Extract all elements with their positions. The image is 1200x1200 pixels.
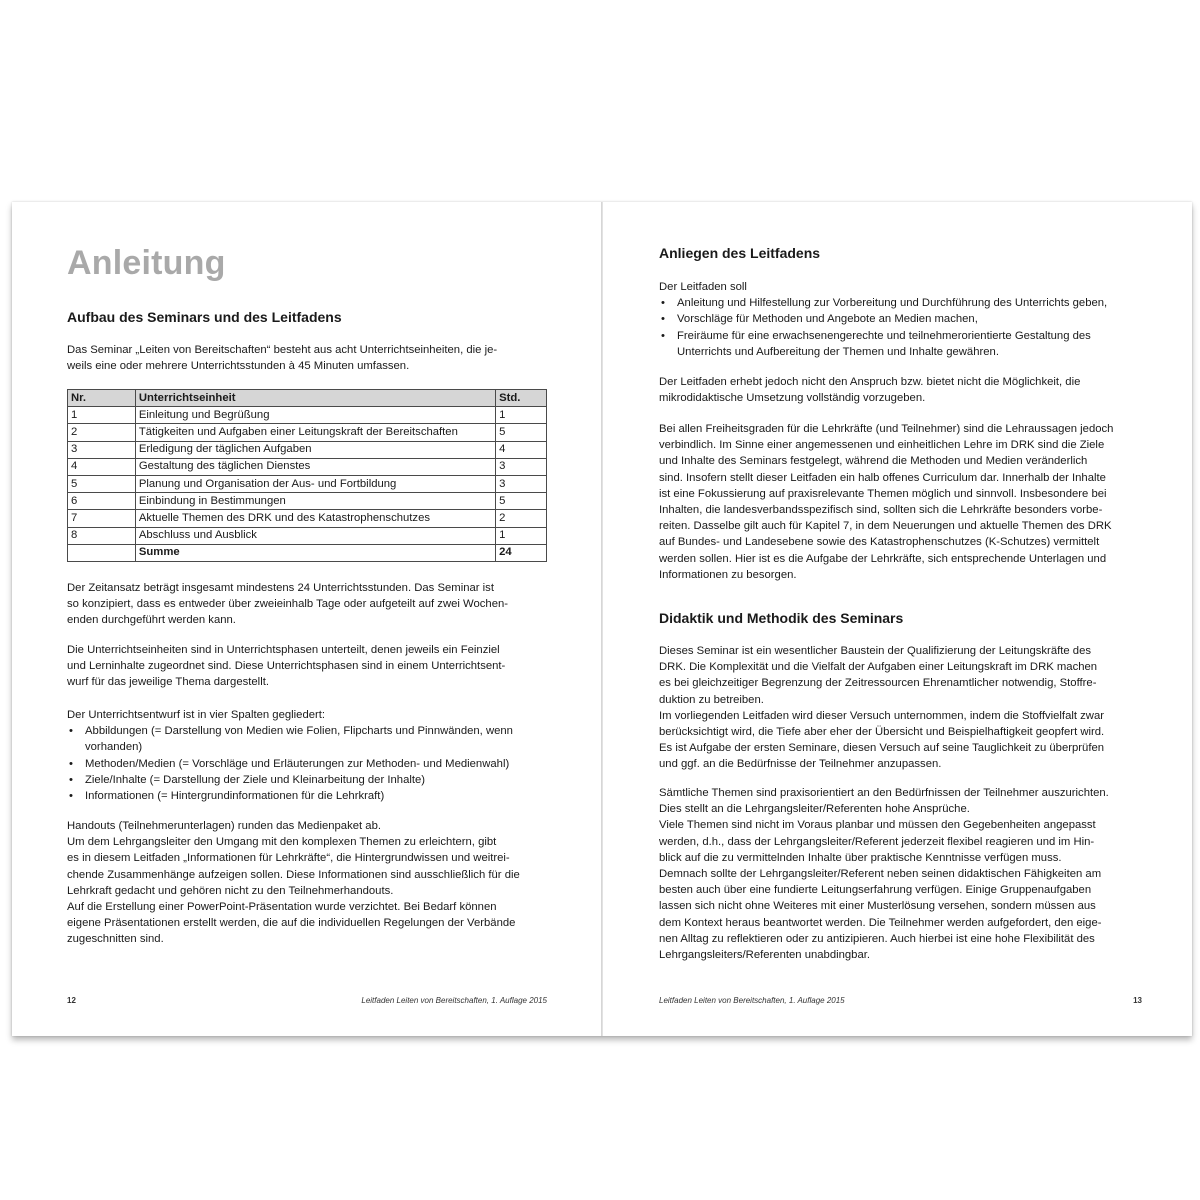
text-line: Vorschläge für Methoden und Angebote an Medien machen,	[677, 313, 978, 326]
text-line: lassen sich nicht ohne Weiteres mit einer Musterlösung versehen, sondern müssen aus	[659, 900, 1096, 913]
sum-value: 24	[496, 544, 547, 561]
page-title: Anleitung	[67, 244, 226, 282]
goals-bullet-list	[659, 295, 1159, 360]
table-row	[68, 441, 547, 458]
page-number-left: 12	[67, 996, 76, 1005]
text-line: sind. Insofern stellt dieser Leitfaden ein halb offenes Curriculum dar. Innerhalb der Inhalte	[659, 471, 1106, 484]
cell-unit: Abschluss und Ausblick	[135, 527, 495, 544]
units-table	[67, 389, 547, 562]
table-sum-row	[68, 544, 547, 561]
bullet: •	[661, 329, 665, 342]
text-line: Anleitung und Hilfestellung zur Vorbereitung und Durchführung des Unterrichts geben,	[677, 297, 1108, 310]
bullet: •	[661, 313, 665, 326]
cell-nr: 5	[68, 475, 136, 492]
section-heading-didaktik: Didaktik und Methodik des Seminars	[659, 610, 904, 626]
text-line: Handouts (Teilnehmerunterlagen) runden das Medienpaket ab.	[67, 820, 382, 832]
book-spread	[12, 202, 1192, 1036]
text-line: Lehrgangsleiters/Referenten unabdingbar.	[659, 949, 871, 962]
cell-unit: Einleitung und Begrüßung	[135, 407, 495, 424]
paragraph-seminar-baustein	[659, 643, 1164, 773]
cell-hours: 1	[496, 527, 547, 544]
list-item	[659, 328, 1159, 360]
text-line: und ggf. an die Bedürfnisse der Teilnehmer anzupassen.	[659, 758, 942, 771]
paragraph-freiheitsgrade	[659, 421, 1164, 583]
cell-hours: 4	[496, 441, 547, 458]
right-page	[603, 202, 1192, 1036]
cell-unit: Einbindung in Bestimmungen	[135, 493, 495, 510]
sum-label: Summe	[135, 544, 495, 561]
text-line: Im vorliegenden Leitfaden wird dieser Versuch unternommen, indem die Stoffvielfalt zwar	[659, 709, 1104, 722]
footer-title-right: Leitfaden Leiten von Bereitschaften, 1. Auflage 2015	[659, 996, 845, 1005]
bullet: •	[69, 773, 73, 786]
cell-nr: 2	[68, 424, 136, 441]
paragraph-spalten	[67, 707, 557, 804]
text-line: enden durchgeführt werden kann.	[67, 614, 236, 627]
text-line: Um dem Lehrgangsleiter den Umgang mit den komplexen Themen zu erleichtern, gibt	[67, 836, 497, 849]
text-line: mikrodidaktische Umsetzung vollständig vorzugeben.	[659, 392, 926, 405]
cell-nr: 3	[68, 441, 136, 458]
list-item	[67, 788, 557, 804]
left-page	[12, 202, 601, 1036]
cell-nr: 4	[68, 458, 136, 475]
footer-title-left: Leitfaden Leiten von Bereitschaften, 1. Auflage 2015	[361, 996, 547, 1005]
text-line: Es ist Aufgabe der ersten Seminare, diesen Versuch auf seine Tauglichkeit zu überprüfen	[659, 742, 1105, 755]
paragraph-leitfaden-soll	[659, 279, 1159, 360]
text-line: besten auch über eine fundierte Leitungserfahrung verfügen. Einige Gruppenaufgaben	[659, 884, 1092, 897]
table-row	[68, 407, 547, 424]
text-line: Informationen zu besorgen.	[659, 568, 797, 581]
text-line: vorhanden)	[85, 741, 143, 754]
cell-unit: Gestaltung des täglichen Dienstes	[135, 458, 495, 475]
cell-nr: 6	[68, 493, 136, 510]
cell-nr: 8	[68, 527, 136, 544]
text-line: Das Seminar „Leiten von Bereitschaften“ besteht aus acht Unterrichtseinheiten, die je-	[67, 344, 498, 356]
cell-unit: Planung und Organisation der Aus- und Fortbildung	[135, 475, 495, 492]
cell-empty	[68, 544, 136, 561]
text-line: und Lerninhalte zugeordnet sind. Diese Unterrichtsphasen sind in einem Unterrichtsent-	[67, 660, 506, 673]
text-line: Auf die Erstellung einer PowerPoint-Präsentation wurde verzichtet. Bei Bedarf können	[67, 901, 497, 914]
cell-unit: Aktuelle Themen des DRK und des Katastrophenschutzes	[135, 510, 495, 527]
list-item	[67, 756, 557, 772]
text-line: Dieses Seminar ist ein wesentlicher Baustein der Qualifizierung der Leitungskräfte des	[659, 645, 1092, 657]
cell-unit: Tätigkeiten und Aufgaben einer Leitungskraft der Bereitschaften	[135, 424, 495, 441]
cell-hours: 2	[496, 510, 547, 527]
text-line: verbindlich. Im Sinne einer angemessenen und einheitlichen Lehre im DRK sind die Ziele	[659, 439, 1105, 452]
text-line: Inhalten, die landesverbandsspezifisch sind, sollten sich die Lehrkräfte besonders vorbe-	[659, 504, 1103, 517]
text-line: so konzipiert, dass es entweder über zweieinhalb Tage oder aufgeteilt auf zwei Wochen-	[67, 598, 509, 611]
text-line: wurf für das jeweilige Thema dargestellt.	[67, 676, 269, 689]
cell-hours: 5	[496, 493, 547, 510]
text-line: dem Kontext heraus beantwortet werden. Die Teilnehmer werden aufgefordert, den eige-	[659, 916, 1102, 929]
text-line: werden, d.h., dass der Lehrgangsleiter/Referent jederzeit flexibel reagieren und im Hin-	[659, 835, 1095, 848]
text-line: zugeschnitten sind.	[67, 933, 164, 946]
text-line: Methoden/Medien (= Vorschläge und Erläuterungen zur Methoden- und Medienwahl)	[85, 757, 510, 770]
text-line: Demnach sollte der Lehrgangsleiter/Referent neben seinen didaktischen Fähigkeiten am	[659, 868, 1102, 881]
paragraph-unterrichtsphasen	[67, 642, 557, 691]
section-heading-anliegen: Anliegen des Leitfadens	[659, 245, 821, 261]
section-heading-aufbau: Aufbau des Seminars und des Leitfadens	[67, 309, 342, 325]
table-row	[68, 475, 547, 492]
text-line: Abbildungen (= Darstellung von Medien wie Folien, Flipcharts und Pinnwänden, wenn	[85, 725, 513, 738]
text-line: Der Leitfaden erhebt jedoch nicht den Anspruch bzw. bietet nicht die Möglichkeit, die	[659, 376, 1081, 388]
paragraph-praxisorientiert	[659, 785, 1164, 963]
text-line: chende Zusammenhänge aufzeigen sollen. Diese Informationen sind ausschließlich für die	[67, 868, 520, 881]
cell-nr: 7	[68, 510, 136, 527]
cell-hours: 1	[496, 407, 547, 424]
cell-hours: 3	[496, 458, 547, 475]
columns-bullet-list	[67, 723, 557, 804]
table-row	[68, 527, 547, 544]
text-line: Informationen (= Hintergrundinformationen für die Lehrkraft)	[85, 790, 385, 803]
text-line: Freiräume für eine erwachsenengerechte und teilnehmerorientierte Gestaltung des	[677, 329, 1091, 342]
text-line: es bei gleichzeitiger Begrenzung der Zeitressourcen Ehrenamtlicher notwendig, Stoffre-	[659, 677, 1097, 690]
text-line: DRK. Die Komplexität und die Vielfalt der Aufgaben einer Leitungskraft im DRK machen	[659, 661, 1098, 674]
table-row	[68, 424, 547, 441]
text-line: werden sollen. Hier ist es die Aufgabe der Lehrkräfte, sich entsprechende Unterlagen und	[659, 552, 1107, 565]
list-item	[67, 723, 557, 755]
text-line: Sämtliche Themen sind praxisorientiert an den Bedürfnissen der Teilnehmer auszurichten.	[659, 787, 1109, 799]
bullet: •	[69, 757, 73, 770]
bullet: •	[69, 725, 73, 738]
column-header-nr: Nr.	[68, 390, 136, 407]
text-line: reiten. Dasselbe gilt auch für Kapitel 7, in dem Neuerungen und aktuelle Themen des DRK	[659, 520, 1112, 533]
paragraph-zeitansatz	[67, 580, 557, 629]
cell-nr: 1	[68, 407, 136, 424]
text-line: es in diesem Leitfaden „Informationen für Lehrkräfte“, die Hintergrundwissen und weitrei-	[67, 852, 510, 865]
text-line: Der Zeitansatz beträgt insgesamt mindestens 24 Unterrichtsstunden. Das Seminar ist	[67, 582, 494, 594]
column-header-unit: Unterrichtseinheit	[135, 390, 495, 407]
text-line: Der Leitfaden soll	[659, 281, 747, 293]
list-item	[659, 295, 1159, 311]
list-item	[67, 772, 557, 788]
cell-hours: 5	[496, 424, 547, 441]
cell-hours: 3	[496, 475, 547, 492]
text-line: eigene Präsentationen erstellt werden, die auf die individuellen Regelungen der Verbände	[67, 917, 516, 930]
paragraph-handouts	[67, 818, 562, 948]
table-row	[68, 458, 547, 475]
text-line: nen Alltag zu reflektieren oder zu antizipieren. Auch hierbei ist eine hohe Flexibilität des	[659, 932, 1095, 945]
column-header-hours: Std.	[496, 390, 547, 407]
text-line: weils eine oder mehrere Unterrichtsstunden à 45 Minuten umfassen.	[67, 360, 410, 373]
text-line: Dies stellt an die Lehrgangsleiter/Referenten hohe Ansprüche.	[659, 803, 970, 816]
table-row	[68, 510, 547, 527]
page-number-right: 13	[1133, 996, 1142, 1005]
text-line: Bei allen Freiheitsgraden für die Lehrkräfte (und Teilnehmer) sind die Lehraussagen jedoch	[659, 423, 1114, 435]
text-line: ist eine Fokussierung auf praxisrelevante Themen möglich und sinnvoll. Insbesondere bei	[659, 487, 1107, 500]
text-line: Unterrichts und Aufbereitung der Themen und Inhalte gewähren.	[677, 345, 999, 358]
cell-unit: Erledigung der täglichen Aufgaben	[135, 441, 495, 458]
text-line: Viele Themen sind nicht im Voraus planbar und müssen den Gegebenheiten angepasst	[659, 819, 1096, 832]
bullet: •	[661, 297, 665, 310]
list-item	[659, 311, 1159, 327]
paragraph-anspruch	[659, 374, 1159, 406]
text-line: Lehrkraft gedacht und gehören nicht zu den Teilnehmerhandouts.	[67, 884, 394, 897]
text-line: Der Unterrichtsentwurf ist in vier Spalten gegliedert:	[67, 709, 326, 721]
text-line: duktion zu betreiben.	[659, 693, 764, 706]
text-line: Die Unterrichtseinheiten sind in Unterrichtsphasen unterteilt, denen jeweils ein Feinziel	[67, 644, 500, 656]
intro-paragraph	[67, 342, 557, 374]
text-line: blick auf die zu vermittelnden Inhalte über praktische Kenntnisse verfügen muss.	[659, 851, 1062, 864]
text-line: auf Bundes- und Landesebene sowie des Katastrophenschutzes (K-Schutzes) vermittelt	[659, 536, 1100, 549]
bullet: •	[69, 790, 73, 803]
table-header-row	[68, 390, 547, 407]
text-line: und Inhalte des Seminars festgelegt, während die Methoden und Medien veränderlich	[659, 455, 1088, 468]
table-row	[68, 493, 547, 510]
text-line: berücksichtigt wird, die Tiefe aber eher der Übersicht und Beispielhaftigkeit geopfert wird.	[659, 726, 1105, 739]
text-line: Ziele/Inhalte (= Darstellung der Ziele und Kleinarbeitung der Inhalte)	[85, 773, 426, 786]
